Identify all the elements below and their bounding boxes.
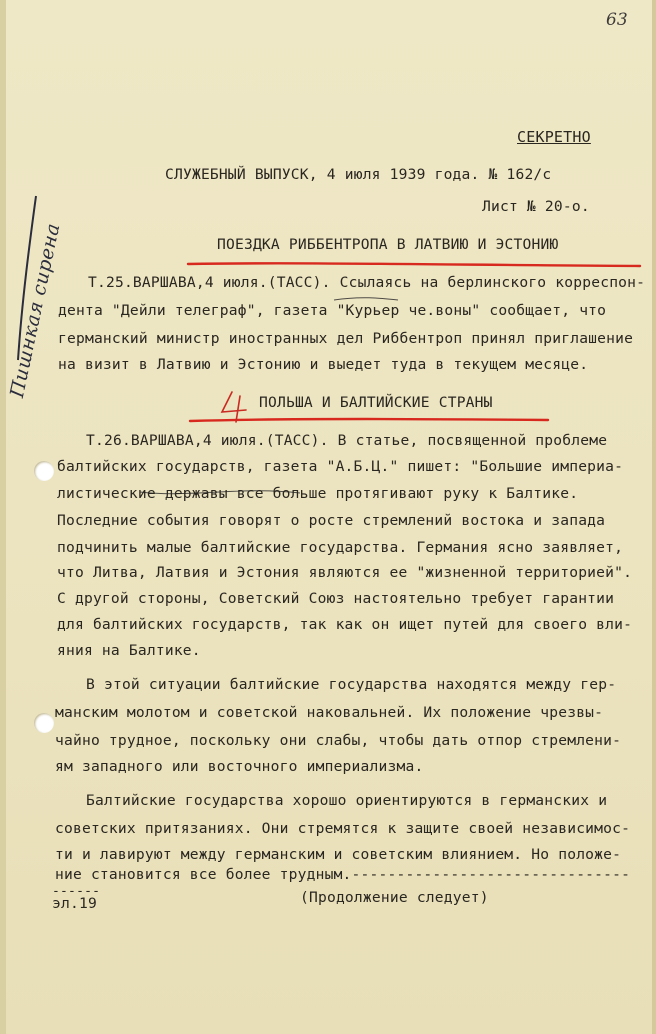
body-line: для балтийских государств, так как он ищет путей для своего вли- xyxy=(57,616,633,633)
body-line: подчинить малые балтийские государства. Германия ясно заявляет, xyxy=(57,539,624,556)
body-line: германский министр иностранных дел Риббентроп принял приглашение xyxy=(58,330,634,347)
body-line: яния на Балтике. xyxy=(57,642,201,659)
body-line: листические державы все больше протягивают руку к Балтике. xyxy=(57,485,579,502)
body-line: Т.25.ВАРШАВА,4 июля.(ТАСС). Ссылаясь на берлинского корреспон- xyxy=(88,274,646,291)
body-line: балтийских государств, газета "А.Б.Ц." пишет: "Большие империа- xyxy=(57,458,624,475)
body-line: Последние события говорят о росте стремлений востока и запада xyxy=(57,512,606,529)
body-line: ти и лавируют между германским и советским влиянием. Но положе- xyxy=(55,846,622,863)
heading-poland-baltic: ПОЛЬША И БАЛТИЙСКИЕ СТРАНЫ xyxy=(259,394,493,411)
page-number: 63 xyxy=(606,10,628,30)
body-line: дента "Дейли телеграф", газета "Курьер че.воны" сообщает, что xyxy=(58,302,607,319)
sheet-number: Лист № 20-о. xyxy=(482,198,590,215)
classification-stamp: СЕКРЕТНО xyxy=(517,128,591,146)
body-line: на визит в Латвию и Эстонию и выедет туда в текущем месяце. xyxy=(58,356,589,373)
red-underline-heading1 xyxy=(188,263,640,266)
red-underline-heading2 xyxy=(190,419,548,421)
pencil-mark-kurier xyxy=(334,298,398,300)
body-line: что Литва, Латвия и Эстония являются ее "жизненной территорией". xyxy=(57,564,633,581)
footer-dashes: ------ xyxy=(52,884,101,899)
body-line: Балтийские государства хорошо ориентируются в германских и xyxy=(86,792,608,809)
body-line: манским молотом и советской наковальней. Их положение чрезвы- xyxy=(55,704,604,721)
continued-note: (Продолжение следует) xyxy=(300,889,489,906)
body-line: чайно трудное, поскольку они слабы, чтобы дать отпор стремлени- xyxy=(55,732,622,749)
margin-handwriting: Пишнкая сирена xyxy=(6,221,65,400)
body-line: Т.26.ВАРШАВА,4 июля.(ТАСС). В статье, посвященной проблеме xyxy=(86,432,608,449)
body-line: ям западного или восточного империализма. xyxy=(55,758,424,775)
body-line: С другой стороны, Советский Союз настоятельно требует гарантии xyxy=(57,590,615,607)
body-line: В этой ситуации балтийские государства находятся между гер- xyxy=(86,676,617,693)
service-release-line: СЛУЖЕБНЫЙ ВЫПУСК, 4 июля 1939 года. № 162/с xyxy=(165,166,552,183)
body-line: ние становится все более трудным.------------------------------- xyxy=(55,866,631,883)
heading-ribbentrop-trip: ПОЕЗДКА РИББЕНТРОПА В ЛАТВИЮ И ЭСТОНИЮ xyxy=(217,236,559,253)
footer-code: эл.19 xyxy=(52,895,97,912)
red-mark xyxy=(222,392,246,422)
body-line: советских притязаниях. Они стремятся к защите своей независимос- xyxy=(55,820,631,837)
